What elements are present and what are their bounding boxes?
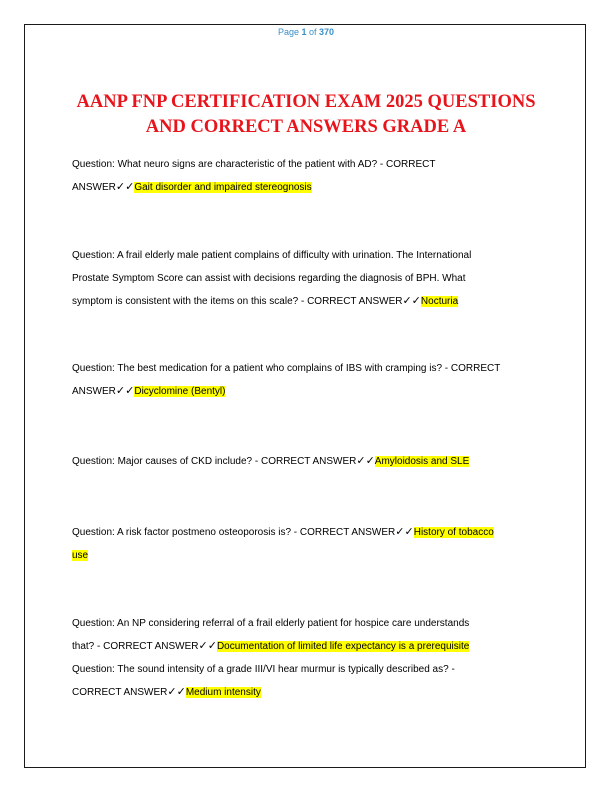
question-4 <box>72 450 542 473</box>
answer-highlight: Documentation of limited life expectancy is a prerequisite <box>216 641 470 652</box>
answer-highlight: Nocturia <box>420 296 459 307</box>
question-1 <box>72 153 542 199</box>
answer-highlight: Gait disorder and impaired stereognosis <box>134 182 312 193</box>
question-text: Question: The best medication for a patient who complains of IBS with cramping is? - CORRECT <box>72 363 501 374</box>
question-text: Question: A risk factor postmeno osteoporosis is? - CORRECT ANSWER <box>72 527 396 538</box>
checkmark-icon: ✓✓ <box>115 385 135 397</box>
answer-highlight: use <box>72 550 89 561</box>
title-line-2: AND CORRECT ANSWERS GRADE A <box>145 117 467 137</box>
question-2 <box>72 244 542 313</box>
question-6 <box>72 612 542 658</box>
checkmark-icon: ✓✓ <box>115 181 135 193</box>
document-title <box>50 90 562 140</box>
checkmark-icon: ✓✓ <box>356 455 375 467</box>
title-line-1: AANP FNP CERTIFICATION EXAM 2025 QUESTIONS <box>76 92 536 112</box>
question-5 <box>72 521 542 567</box>
checkmark-icon: ✓✓ <box>198 640 217 652</box>
checkmark-icon: ✓✓ <box>395 526 414 538</box>
question-text: Question: An NP considering referral of a frail elderly patient for hospice care understands <box>72 618 470 629</box>
answer-highlight: Dicyclomine (Bentyl) <box>134 386 226 397</box>
question-text: ANSWER <box>72 182 116 193</box>
checkmark-icon: ✓✓ <box>402 295 421 307</box>
question-7 <box>72 658 542 704</box>
answer-highlight: Amyloidosis and SLE <box>374 456 470 467</box>
question-text: symptom is consistent with the items on this scale? - CORRECT ANSWER <box>72 296 403 307</box>
answer-highlight: Medium intensity <box>185 687 261 698</box>
checkmark-icon: ✓✓ <box>167 686 186 698</box>
question-text: Question: Major causes of CKD include? - CORRECT ANSWER <box>72 456 357 467</box>
question-text: ANSWER <box>72 386 116 397</box>
question-text: Question: A frail elderly male patient complains of difficulty with urination. The International <box>72 250 472 261</box>
page-number: Page 1 of 370 <box>277 27 335 37</box>
question-text: Question: The sound intensity of a grade III/VI hear murmur is typically described as? - <box>72 664 455 675</box>
question-text: Question: What neuro signs are characteristic of the patient with AD? - CORRECT <box>72 159 436 170</box>
question-text: that? - CORRECT ANSWER <box>72 641 199 652</box>
answer-highlight: History of tobacco <box>413 527 494 538</box>
question-text: Prostate Symptom Score can assist with decisions regarding the diagnosis of BPH. What <box>72 273 466 284</box>
question-text: CORRECT ANSWER <box>72 687 168 698</box>
question-3 <box>72 357 542 403</box>
